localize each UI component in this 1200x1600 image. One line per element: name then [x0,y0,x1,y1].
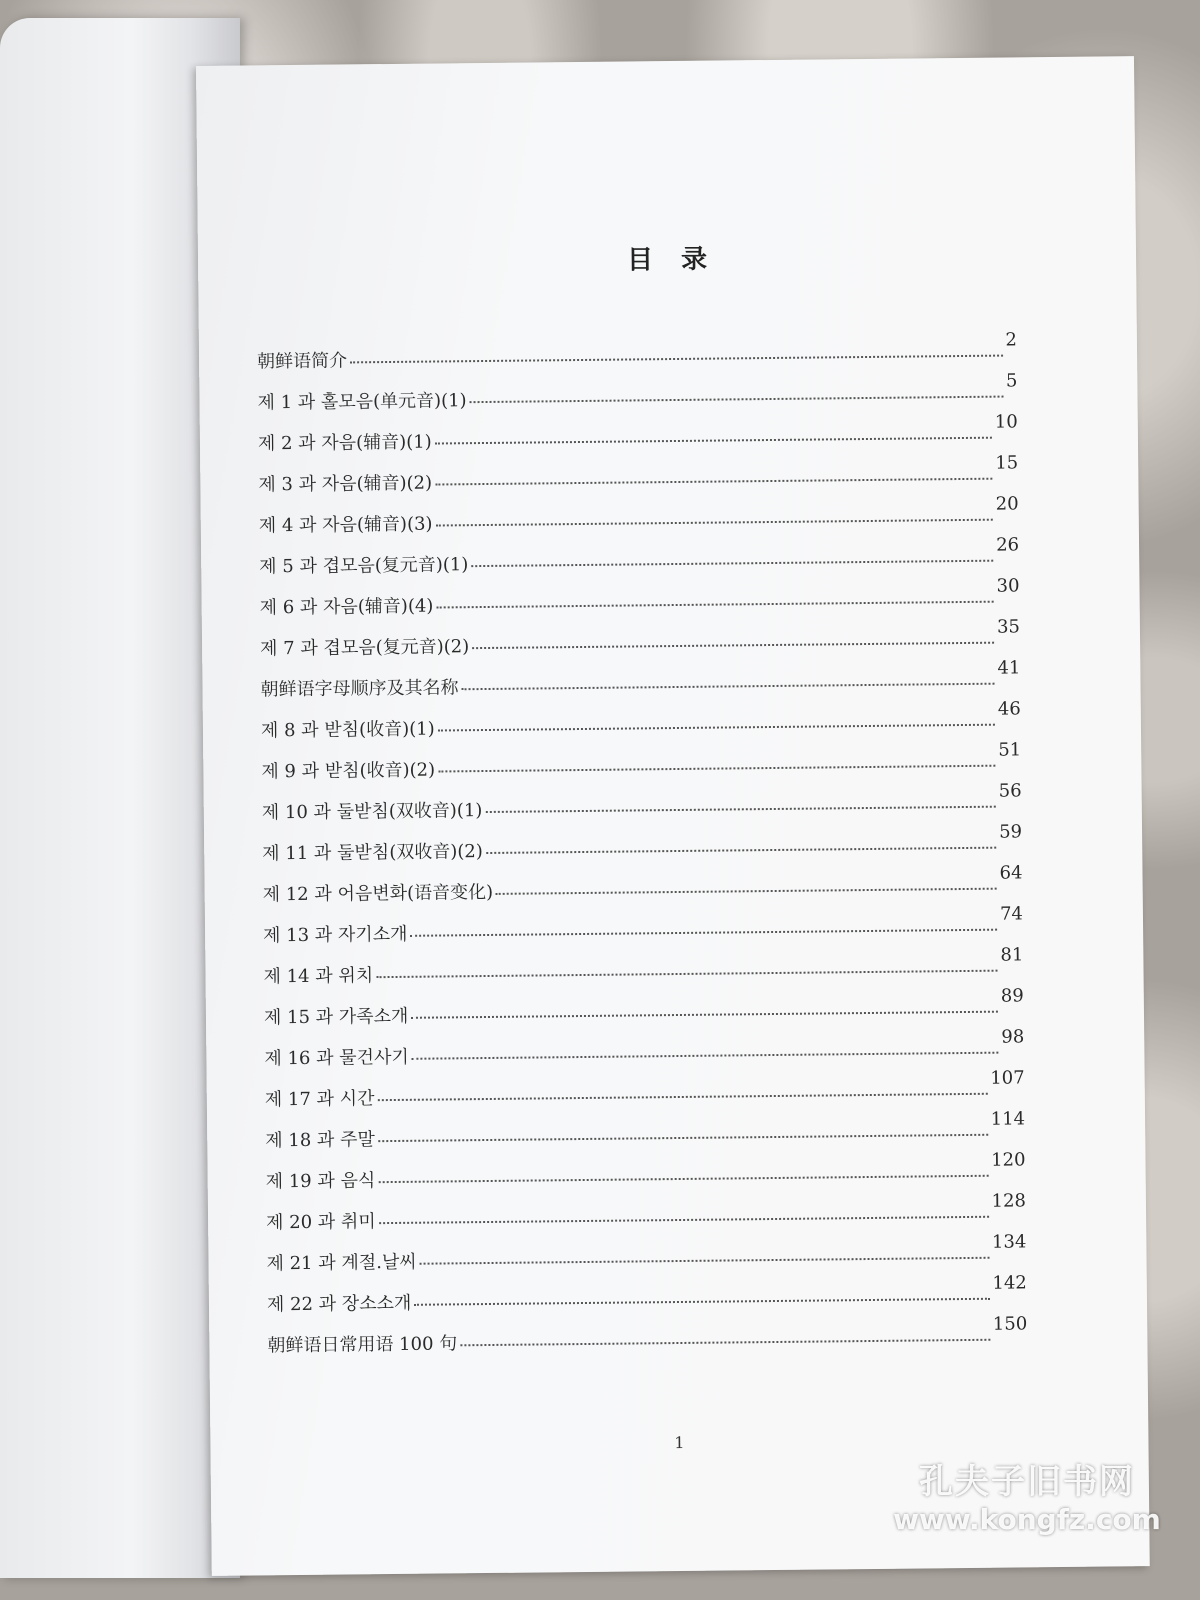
toc-leader-dots [472,642,994,649]
toc-entry-page: 89 [1000,985,1024,1007]
toc-entry-page: 10 [994,411,1018,433]
toc-leader-dots [496,888,997,895]
toc-entry-label: 제 19 과 음식 [265,1170,376,1193]
toc-entry-label: 朝鲜语字母顺序及其名称 [260,677,459,701]
toc-entry-label: 朝鲜语日常用语 100 句 [267,1333,458,1357]
toc-page [196,56,1150,1576]
toc-leader-dots [376,970,997,979]
toc-entry-page: 51 [998,739,1022,761]
toc-entry-page: 30 [996,575,1020,597]
toc-leader-dots [435,478,992,486]
toc-entry-page: 56 [998,780,1022,802]
toc-entry-label: 제 14 과 위치 [263,965,374,988]
toc-entry-label: 제 2 과 자음(辅音)(1) [257,431,432,455]
toc-entry-label: 朝鲜语简介 [256,350,348,373]
toc-entry-label: 제 16 과 물건사기 [264,1046,409,1070]
toc-entry-label: 제 18 과 주말 [265,1129,375,1152]
toc-leader-dots [411,1011,998,1019]
toc-leader-dots [485,806,996,813]
toc-entry-page: 74 [999,903,1024,925]
toc-leader-dots [378,1134,988,1142]
toc-entry-page: 114 [990,1108,1026,1130]
toc-entry-label: 제 22 과 장소소개 [266,1292,412,1316]
toc-entry-page: 2 [1005,329,1018,351]
toc-entry-page: 128 [991,1190,1027,1212]
toc-entry-page: 107 [990,1067,1025,1089]
toc-entry-label: 제 9 과 받침(收音)(2) [261,759,436,783]
toc-leader-dots [438,724,995,732]
toc-leader-dots [486,847,997,854]
toc-entry-page: 59 [999,821,1023,843]
toc-entry-label: 제 11 과 둘받침(双收音)(2) [262,841,483,865]
toc-entry-label: 제 10 과 둘받침(双收音)(1) [261,800,483,824]
page-number: 1 [674,1432,685,1453]
toc-entry [267,1313,1028,1372]
toc-entry-label: 제 4 과 자음(辅音)(3) [258,513,433,537]
toc-entry-page: 26 [996,534,1020,556]
toc-leader-dots [460,1339,990,1347]
toc-leader-dots [438,765,995,773]
toc-leader-dots [436,519,993,527]
toc-leader-dots [414,1298,989,1306]
toc-leader-dots [379,1216,989,1224]
toc-leader-dots [377,1093,987,1101]
toc-entry-page: 35 [996,616,1021,638]
toc-entry-label: 제 8 과 받침(收音)(1) [260,718,435,742]
toc-entry-page: 134 [991,1231,1027,1253]
toc-leader-dots [436,601,993,609]
toc-leader-dots [412,1052,999,1060]
watermark [882,1454,1172,1536]
toc-entry-label: 제 1 과 홀모음(单元音)(1) [257,390,467,414]
toc-leader-dots [378,1175,988,1183]
toc-entry-label: 제 17 과 시간 [264,1088,375,1111]
toc-entry-page: 120 [991,1149,1026,1171]
toc-title: 目录 [626,244,736,276]
toc-entry-page: 41 [997,657,1021,679]
toc-leader-dots [471,560,993,567]
toc-entry-page: 46 [997,698,1021,720]
toc-list [256,329,1028,1372]
toc-entry-label: 제 13 과 자기소개 [263,923,408,947]
toc-entry-label: 제 3 과 자음(辅音)(2) [258,472,433,496]
toc-entry-page: 98 [1001,1026,1025,1048]
toc-entry-page: 20 [995,493,1019,515]
toc-entry-label: 제 21 과 계절.날씨 [266,1251,417,1275]
toc-leader-dots [350,355,1003,364]
toc-entry-page: 142 [992,1272,1027,1294]
toc-leader-dots [420,1257,990,1265]
toc-leader-dots [470,396,1003,404]
toc-entry-label: 제 5 과 겹모음(复元音)(1) [259,554,469,578]
toc-leader-dots [411,929,998,937]
watermark-name: 孔夫子旧书网 [919,1462,1135,1502]
toc-entry-page: 15 [995,452,1019,474]
toc-entry-page: 5 [1005,370,1018,392]
watermark-url: www.kongfz.com [893,1503,1161,1536]
toc-entry-label: 제 6 과 자음(辅音)(4) [259,595,434,619]
toc-leader-dots [435,437,992,445]
toc-entry-page: 150 [992,1313,1028,1335]
toc-entry-page: 64 [999,862,1023,884]
toc-leader-dots [462,683,995,691]
toc-entry-page: 81 [1000,944,1024,966]
toc-entry-label: 제 15 과 가족소개 [263,1005,409,1029]
toc-entry-label: 제 12 과 어음변화(语音变化) [262,881,494,906]
toc-entry-label: 제 20 과 취미 [266,1211,376,1234]
toc-entry-label: 제 7 과 겹모음(复元音)(2) [259,636,470,660]
